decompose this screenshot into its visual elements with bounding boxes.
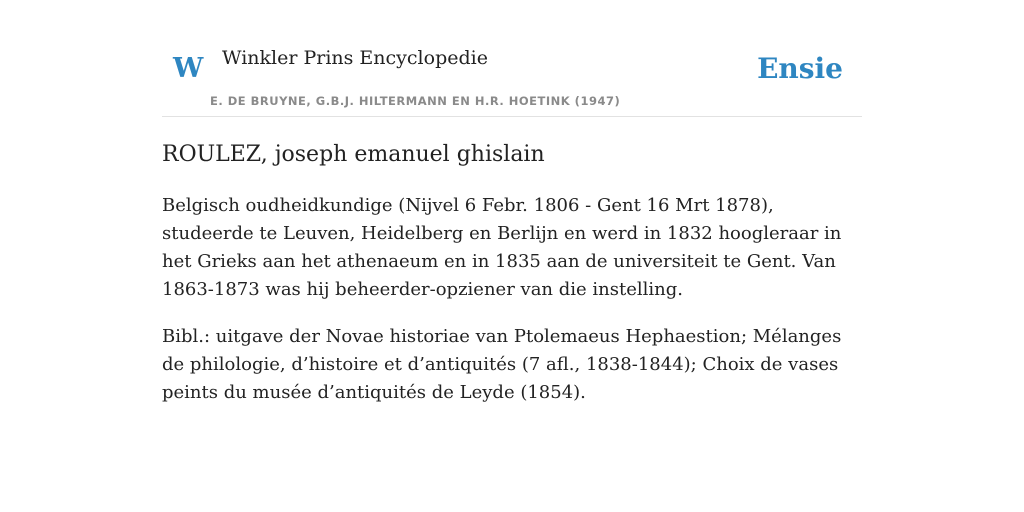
encyclopedia-authors: E. DE BRUYNE, G.B.J. HILTERMANN EN H.R. HOETINK (1947) [210,94,621,108]
encyclopedia-logo[interactable]: W [173,53,204,84]
ensie-brand-link[interactable]: Ensie [757,52,843,85]
entry-body [162,192,862,426]
entry-paragraph-biography: Belgisch oudheidkundige (Nijvel 6 Febr. 1806 - Gent 16 Mrt 1878), studeerde te Leuven, Heidelberg en Berlijn en werd in 1832 hoogleraar in het Grieks aan het athenaeum en in 1835 aan de universiteit te Gent. Van 1863-1873 was hij beheerder-opziener van die instelling. [162,195,842,300]
entry-title: ROULEZ, joseph emanuel ghislain [162,142,545,167]
encyclopedia-title: Winkler Prins Encyclopedie [222,47,488,69]
page-container [162,0,862,403]
entry-paragraph-bibliography: Bibl.: uitgave der Novae historiae van Ptolemaeus Hephaestion; Mélanges de philologie, d’histoire et d’antiquités (7 afl., 1838-1844); Choix de vases peints du musée d’antiquités de Leyde (1854). [162,326,842,403]
encyclopedia-header [162,0,862,117]
